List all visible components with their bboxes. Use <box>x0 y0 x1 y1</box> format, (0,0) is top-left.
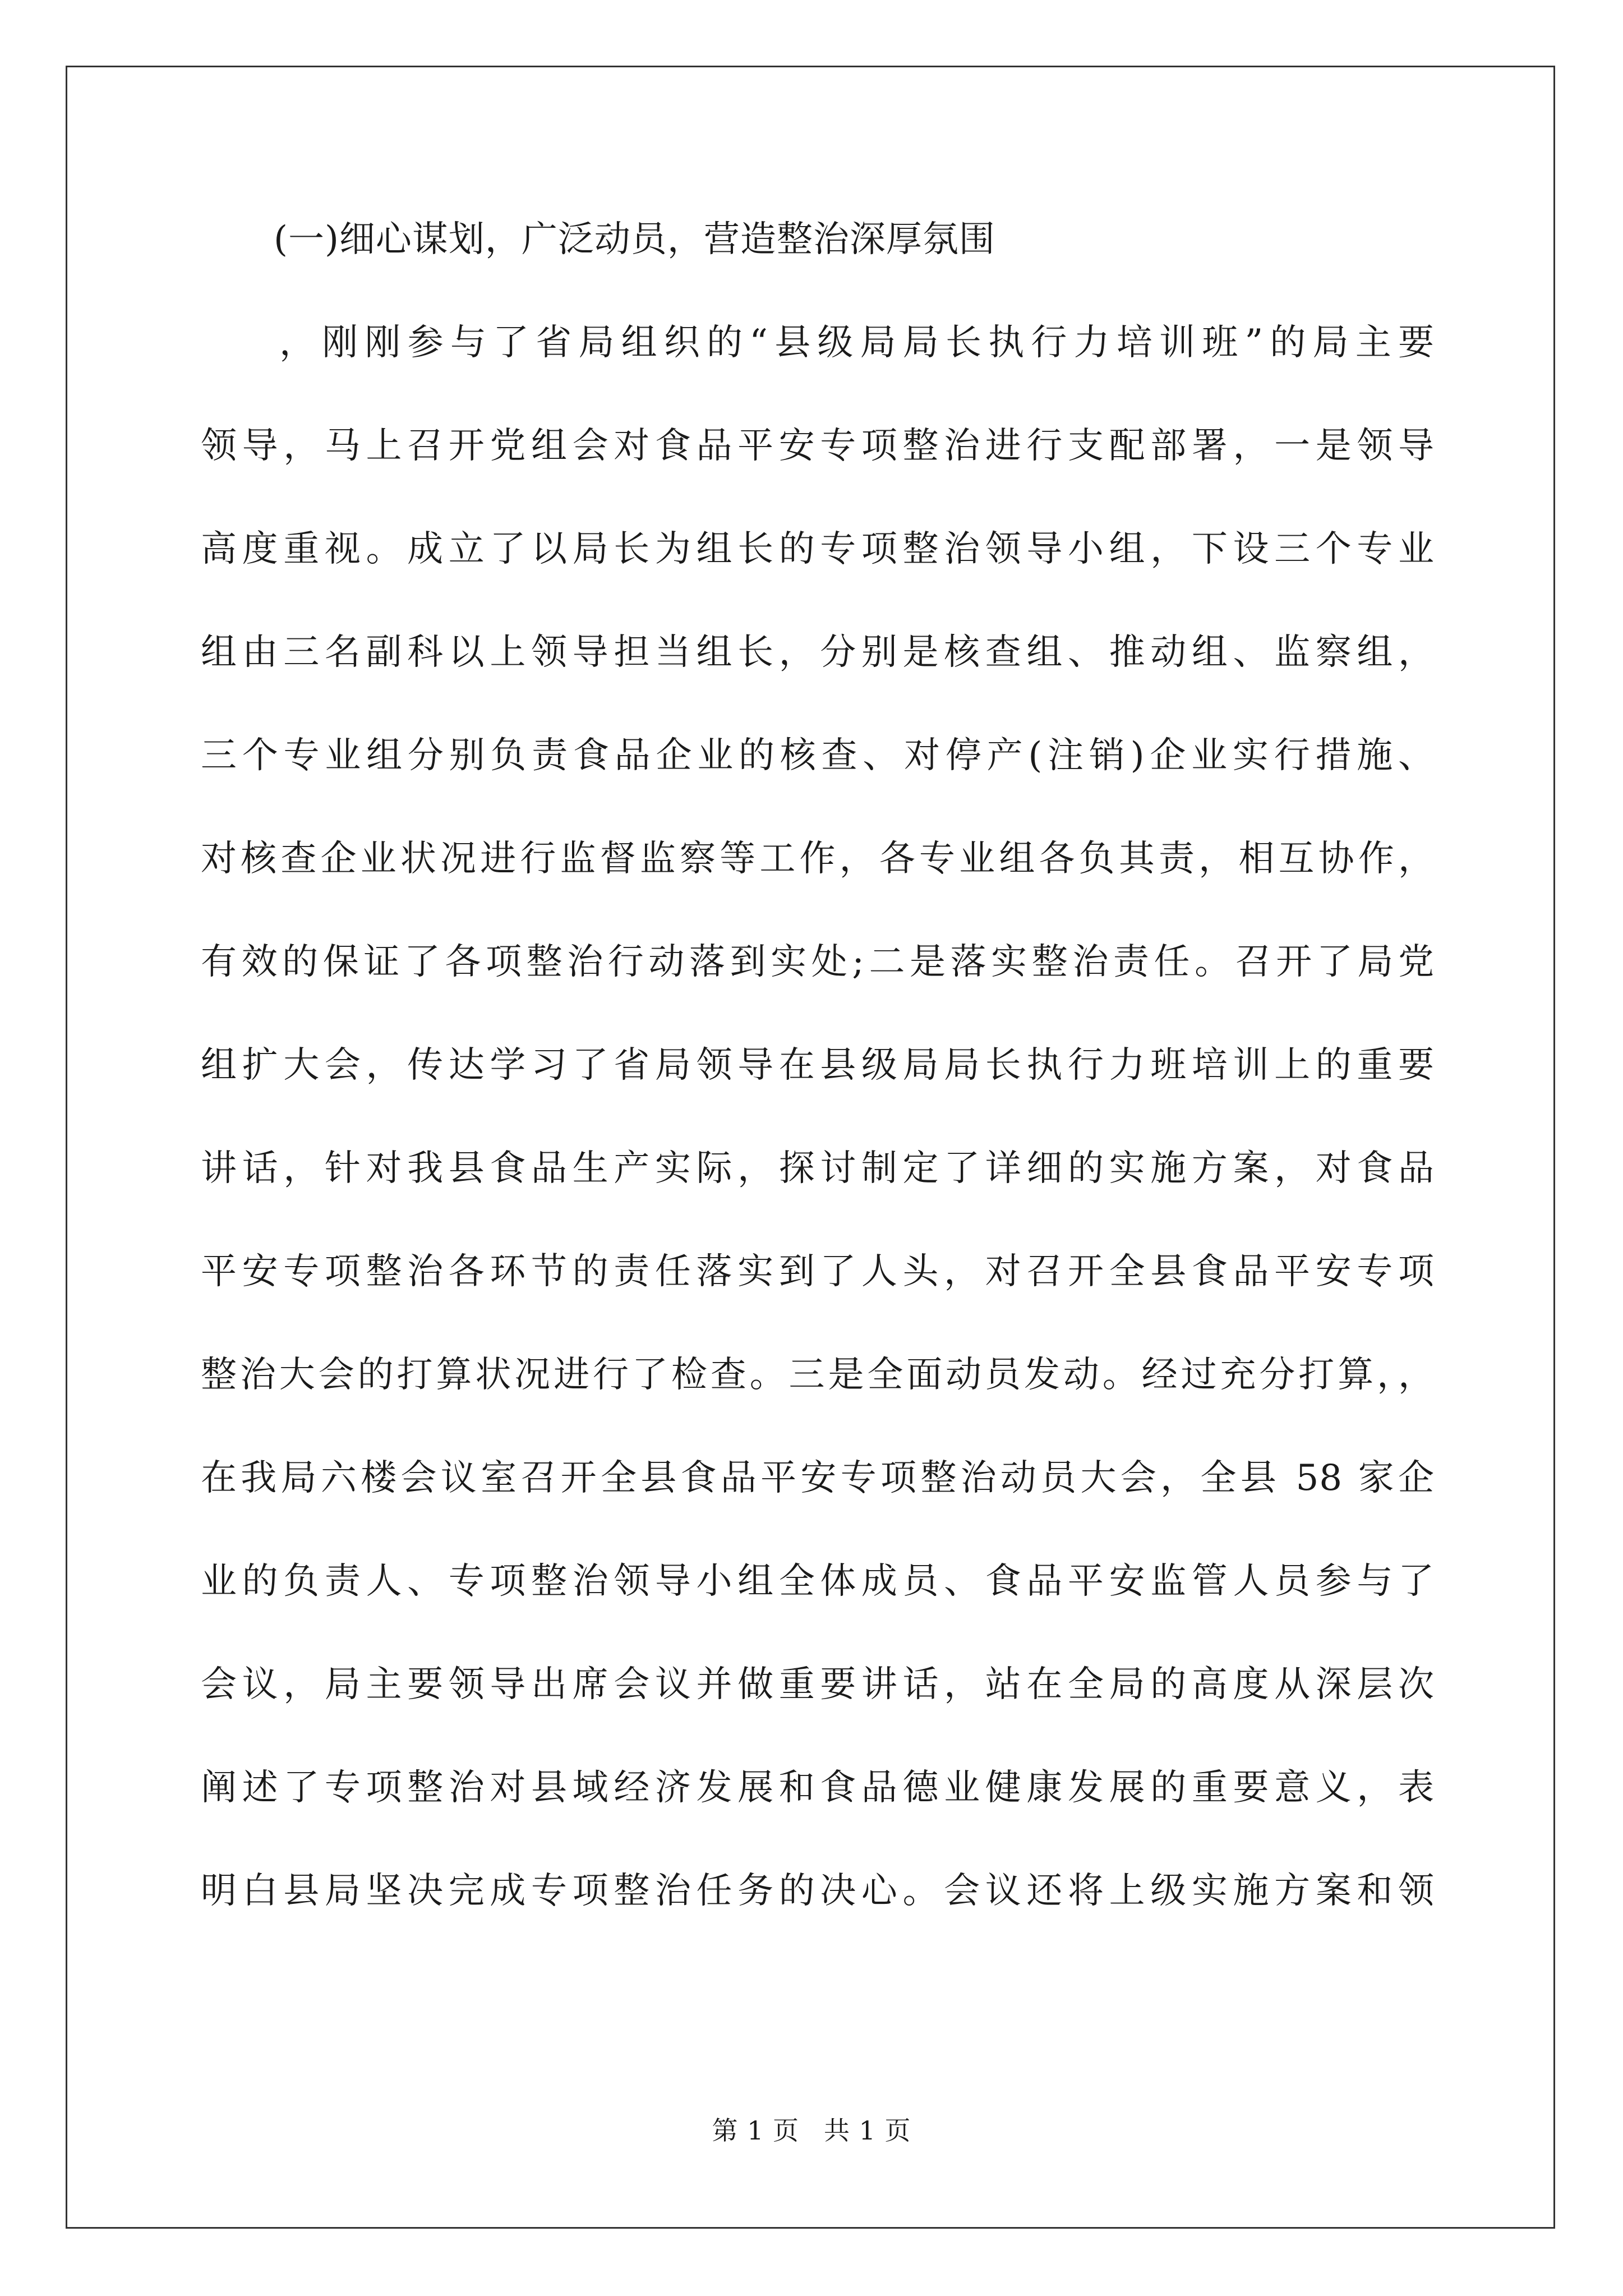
paragraph-line: 组由三名副科以上领导担当组长，分别是核查组、推动组、监察组， <box>201 632 1435 673</box>
paragraph-line: 讲话，针对我县食品生产实际，探讨制定了详细的实施方案，对食品 <box>201 1148 1435 1189</box>
section-heading: (一)细心谋划，广泛动员，营造整治深厚氛围 <box>274 219 995 260</box>
paragraph-line: 组扩大会，传达学习了省局领导在县级局局长执行力班培训上的重要 <box>201 1045 1435 1086</box>
page-number-total: 共 1 页 <box>824 2115 911 2146</box>
paragraph-line: 领导，马上召开党组会对食品平安专项整治进行支配部署，一是领导 <box>201 425 1435 467</box>
paragraph-line: 明白县局坚决完成专项整治任务的决心。会议还将上级实施方案和领 <box>201 1870 1435 1912</box>
paragraph-line: 三个专业组分别负责食品企业的核查、对停产(注销)企业实行措施、 <box>201 735 1435 776</box>
paragraph-line: 整治大会的打算状况进行了检查。三是全面动员发动。经过充分打算，， <box>201 1354 1435 1396</box>
document-body <box>201 214 1435 1969</box>
paragraph-line: 平安专项整治各环节的责任落实到了人头，对召开全县食品平安专项 <box>201 1251 1435 1292</box>
paragraph-line: 在我局六楼会议室召开全县食品平安专项整治动员大会，全县 58 家企 <box>201 1457 1435 1499</box>
paragraph-line: 阐述了专项整治对县域经济发展和食品德业健康发展的重要意义，表 <box>201 1767 1435 1809</box>
paragraph-line: 对核查企业状况进行监督监察等工作，各专业组各负其责，相互协作， <box>201 838 1435 880</box>
page-footer <box>0 2114 1623 2147</box>
paragraph-line: 业的负责人、专项整治领导小组全体成员、食品平安监管人员参与了 <box>201 1561 1435 1602</box>
paragraph-line: 会议，局主要领导出席会议并做重要讲话，站在全局的高度从深层次 <box>201 1664 1435 1705</box>
paragraph-line: ，刚刚参与了省局组织的“县级局局长执行力培训班”的局主要 <box>279 322 1435 364</box>
paragraph-line: 高度重视。成立了以局长为组长的专项整治领导小组，下设三个专业 <box>201 528 1435 570</box>
page-number-current: 第 1 页 <box>712 2115 799 2146</box>
paragraph-line: 有效的保证了各项整治行动落到实处;二是落实整治责任。召开了局党 <box>201 941 1435 983</box>
